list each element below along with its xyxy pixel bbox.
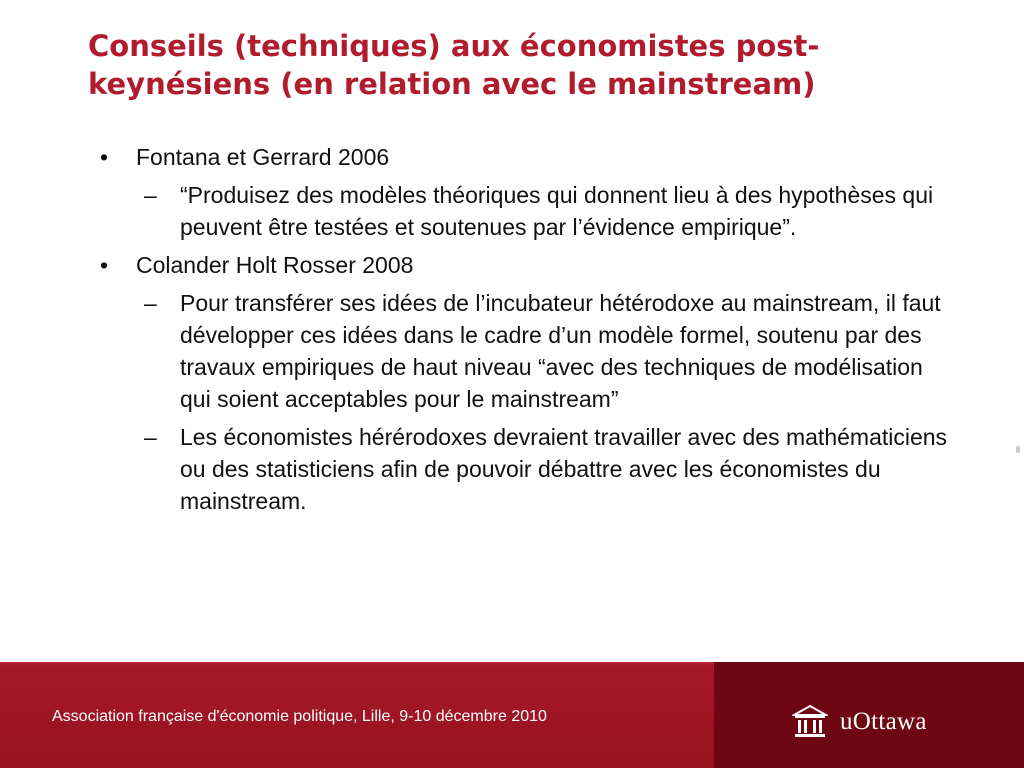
sub-bullet-item	[100, 179, 950, 243]
uottawa-logo	[792, 702, 927, 742]
bullet-marker: •	[100, 144, 109, 170]
slide-content	[100, 141, 950, 523]
dash-marker: –	[144, 424, 157, 450]
sub-bullet-text: Pour transférer ses idées de l’incubateur hétérodoxe au mainstream, il faut développer ces idées dans le cadre d’un modèle formel, soutenu par des travaux empiriques de haut niveau “avec des techniques de modélisation qui soient acceptables pour le mainstream”	[180, 290, 941, 412]
sub-bullet-text: “Produisez des modèles théoriques qui donnent lieu à des hypothèses qui peuvent être testées et soutenues par l’évidence empirique”.	[180, 182, 934, 240]
dash-marker: –	[144, 182, 157, 208]
footer-conference-text: Association française d'économie politique, Lille, 9-10 décembre 2010	[52, 708, 547, 725]
dash-marker: –	[144, 290, 157, 316]
bullet-item	[100, 141, 950, 173]
slide-title: Conseils (techniques) aux économistes post-keynésiens (en relation avec le mainstream)	[88, 29, 820, 101]
bullet-item	[100, 249, 950, 281]
building-icon	[792, 704, 828, 740]
sub-bullet-item	[100, 287, 950, 415]
edge-dot	[1016, 446, 1020, 453]
bullet-text: Fontana et Gerrard 2006	[136, 144, 390, 170]
bullet-text: Colander Holt Rosser 2008	[136, 252, 414, 278]
logo-wordmark: uOttawa	[840, 708, 927, 735]
footer-bar	[0, 662, 1024, 768]
sub-bullet-item	[100, 421, 950, 517]
bullet-marker: •	[100, 252, 109, 278]
sub-bullet-text: Les économistes hérérodoxes devraient travailler avec des mathématiciens ou des statisticiens afin de pouvoir débattre avec les économistes du mainstream.	[180, 424, 948, 514]
